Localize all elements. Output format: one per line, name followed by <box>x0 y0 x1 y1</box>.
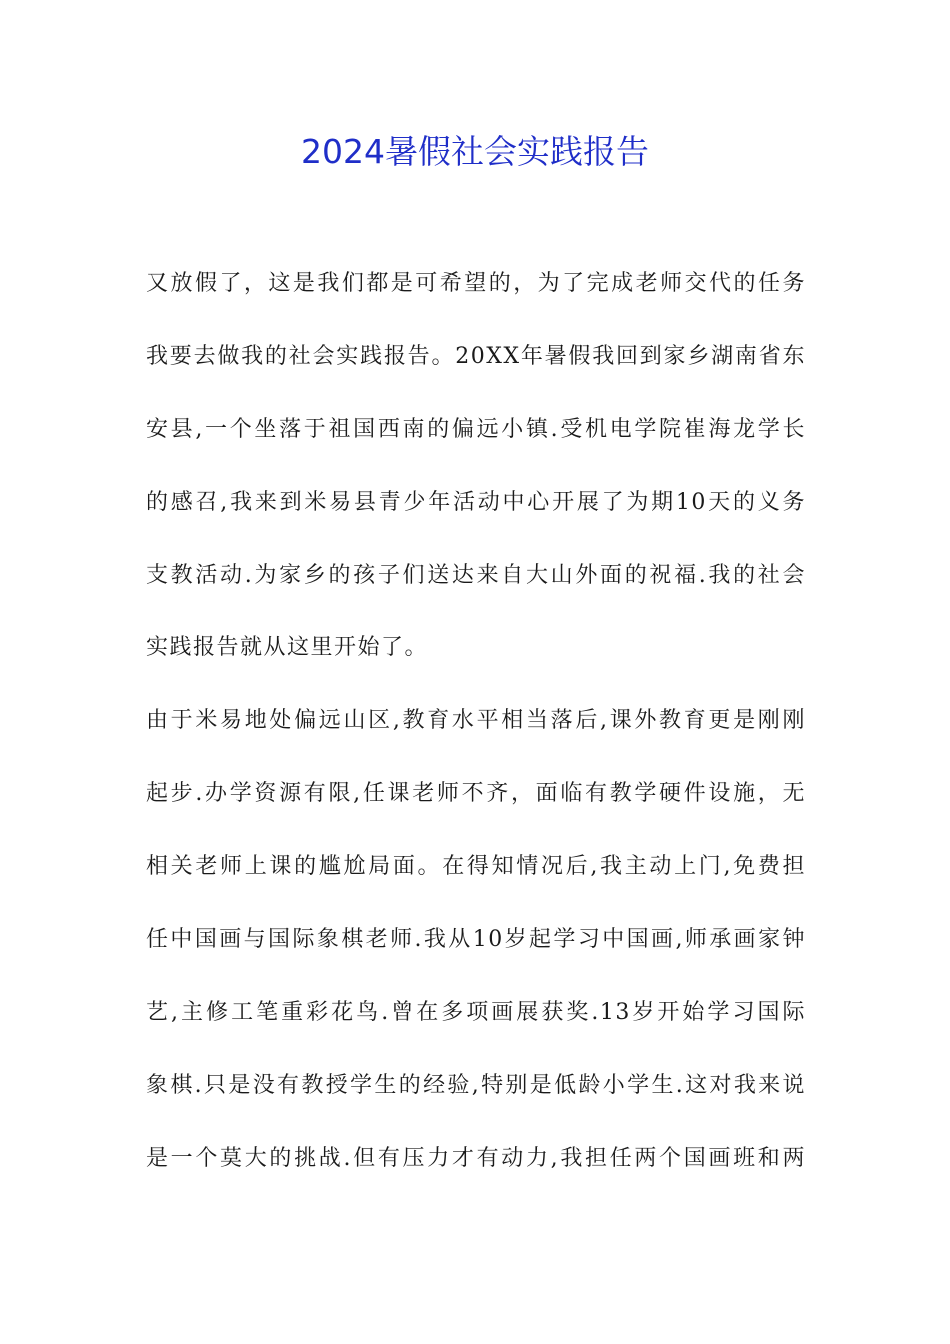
text-line: 起步.办学资源有限,任课老师不齐，面临有教学硬件设施，无 <box>146 781 806 807</box>
text-line: 又放假了，这是我们都是可希望的，为了完成老师交代的任务 <box>146 271 806 296</box>
text-line: 支教活动.为家乡的孩子们送达来自大山外面的祝福.我的社会 <box>146 562 806 588</box>
text-line: 象棋.只是没有教授学生的经验,特别是低龄小学生.这对我来说 <box>146 1072 806 1098</box>
text-line: 的感召,我来到米易县青少年活动中心开展了为期10天的义务 <box>146 489 806 515</box>
text-line: 艺,主修工笔重彩花鸟.曾在多项画展获奖.13岁开始学习国际 <box>146 999 806 1025</box>
text-line: 安县,一个坐落于祖国西南的偏远小镇.受机电学院崔海龙学长 <box>146 416 806 442</box>
text-line: 我要去做我的社会实践报告。20XX年暑假我回到家乡湖南省东 <box>146 343 806 369</box>
text-line: 是一个莫大的挑战.但有压力才有动力,我担任两个国画班和两 <box>146 1145 806 1171</box>
document-body <box>146 262 806 1210</box>
text-line: 相关老师上课的尴尬局面。在得知情况后,我主动上门,免费担 <box>146 854 806 880</box>
document-title: 2024暑假社会实践报告 <box>301 132 649 171</box>
text-line: 任中国画与国际象棋老师.我从10岁起学习中国画,师承画家钟 <box>146 927 806 953</box>
text-line: 实践报告就从这里开始了。 <box>146 635 429 661</box>
text-line: 由于米易地处偏远山区,教育水平相当落后,课外教育更是刚刚 <box>146 708 806 734</box>
